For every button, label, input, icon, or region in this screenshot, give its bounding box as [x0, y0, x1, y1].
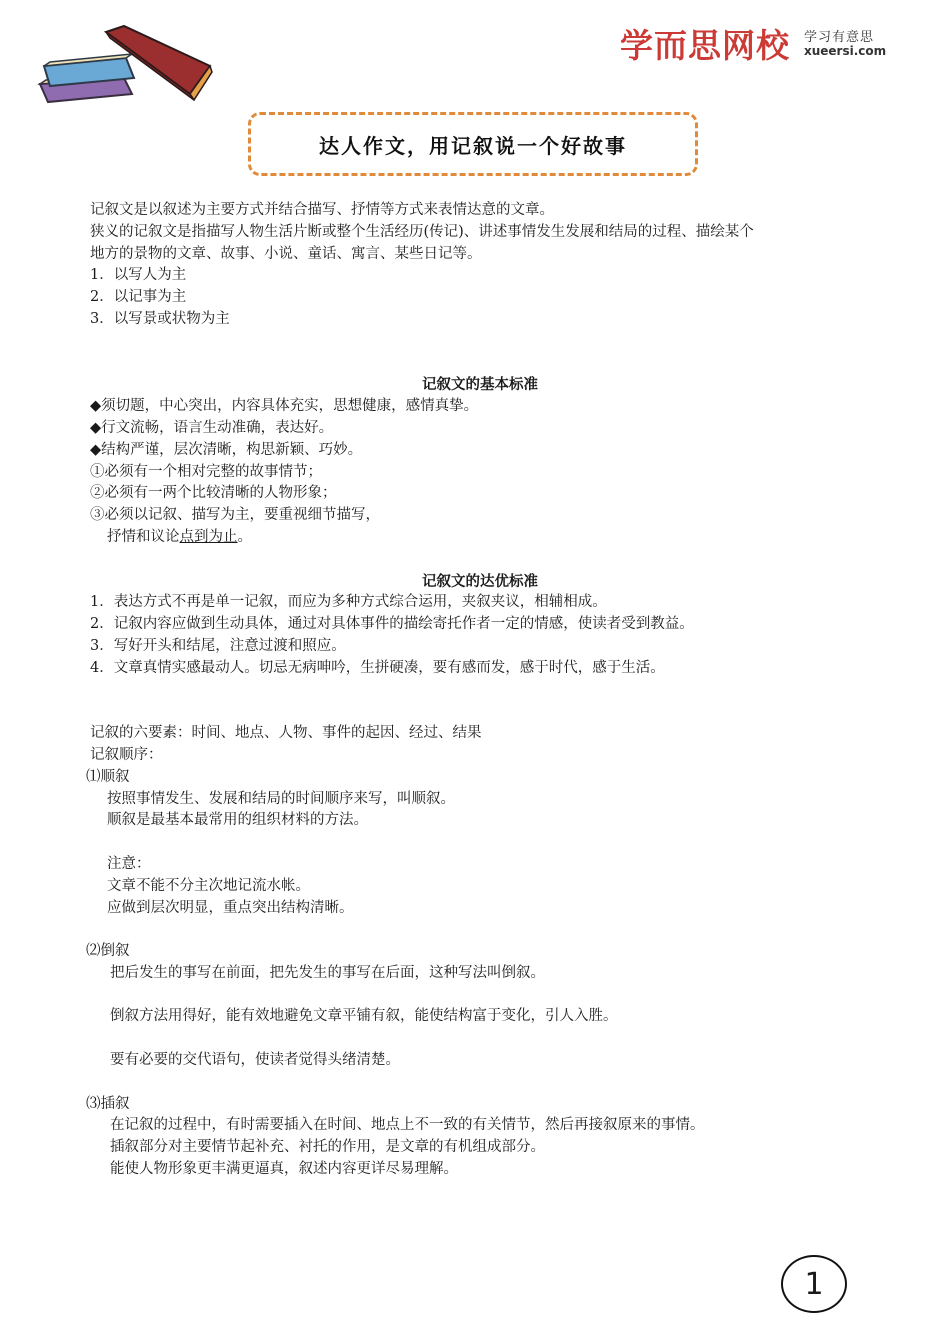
daoxu-line-3: 要有必要的交代语句，使读者觉得头绪清楚。	[110, 1052, 400, 1069]
excellent-item-3: 3．写好开头和结尾，注意过渡和照应。	[90, 637, 346, 654]
daoxu-heading: ⑵倒叙	[86, 943, 130, 960]
chaxu-line-1: 在记叙的过程中，有时需要插入在时间、地点上不一致的有关情节，然后再接叙原来的事情。	[110, 1117, 705, 1134]
basic-line-4: ①必须有一个相对完整的故事情节；	[90, 463, 322, 480]
shunxu-note-label: 注意：	[107, 855, 151, 872]
shunxu-line-1: 按照事情发生、发展和结局的时间顺序来写，叫顺叙。	[107, 790, 455, 807]
intro-item-1: 1．以写人为主	[90, 267, 187, 284]
excellent-heading: 记叙文的达优标准	[422, 572, 538, 590]
shunxu-note-2: 应做到层次明显，重点突出结构清晰。	[107, 899, 354, 916]
basic-line-7	[90, 527, 870, 549]
daoxu-line-2: 倒叙方法用得好，能有效地避免文章平铺有叙，能使结构富于变化，引人入胜。	[110, 1008, 618, 1025]
basic-line-2: ◆行文流畅，语言生动准确，表达好。	[90, 419, 334, 436]
intro-line-1: 记叙文是以叙述为主要方式并结合描写、抒情等方式来表情达意的文章。	[90, 202, 554, 218]
excellent-item-2: 2．记叙内容应做到生动具体，通过对具体事件的描绘寄托作者一定的情感，使读者受到教益。	[90, 616, 694, 633]
basic-line-5: ②必须有一两个比较清晰的人物形象；	[90, 485, 337, 502]
shunxu-line-2: 顺叙是最基本最常用的组织材料的方法。	[107, 812, 368, 829]
intro-line-2: 狭义的记叙文是指描写人物生活片断或整个生活经历(传记)、讲述事情发生发展和结局的过程、描绘某个	[90, 223, 754, 240]
chaxu-line-2: 插叙部分对主要情节起补充、衬托的作用，是文章的有机组成部分。	[110, 1139, 545, 1156]
shunxu-note-1: 文章不能不分主次地记流水帐。	[107, 877, 310, 894]
logo-slogan: 学习有意思	[804, 30, 875, 45]
logo-domain: xueersi.com	[804, 44, 887, 58]
intro-item-3: 3．以写景或状物为主	[90, 310, 230, 327]
shunxu-heading: ⑴顺叙	[86, 768, 130, 785]
xueersi-logo	[620, 20, 900, 64]
basic-last-suffix: 。	[237, 528, 252, 545]
basic-line-6: ③必须以记叙、描写为主，要重视细节描写，	[90, 507, 380, 524]
logo-main-text: 学而思网校	[620, 26, 790, 65]
basic-line-1: ◆须切题，中心突出，内容具体充实，思想健康，感情真挚。	[90, 398, 479, 415]
chaxu-line-3: 能使人物形象更丰满更逼真，叙述内容更详尽易理解。	[110, 1161, 458, 1178]
basic-line-3: ◆结构严谨，层次清晰，构思新颖、巧妙。	[90, 441, 363, 458]
title-frame	[248, 112, 698, 176]
intro-line-3: 地方的景物的文章、故事、小说、童话、寓言、某些日记等。	[90, 245, 482, 262]
six-elements: 记叙的六要素：时间、地点、人物、事件的起因、经过、结果	[90, 725, 482, 742]
excellent-item-4: 4．文章真情实感最动人。切忌无病呻吟，生拼硬凑，要有感而发，感于时代，感于生活。	[90, 659, 665, 676]
narrative-order-label: 记叙顺序：	[90, 746, 163, 763]
excellent-item-1: 1．表达方式不再是单一记叙，而应为多种方式综合运用，夹叙夹议，相辅相成。	[90, 594, 607, 611]
basic-last-prefix: 抒情和议论	[107, 528, 180, 545]
books-illustration	[34, 24, 214, 109]
document-body	[86, 200, 870, 1181]
page-number: 1	[781, 1255, 847, 1313]
page-title: 达人作文，用记叙说一个好故事	[319, 133, 627, 158]
chaxu-heading: ⑶插叙	[86, 1095, 130, 1112]
intro-item-2: 2．以记事为主	[90, 289, 187, 306]
daoxu-line-1: 把后发生的事写在前面，把先发生的事写在后面，这种写法叫倒叙。	[110, 964, 545, 981]
basic-heading: 记叙文的基本标准	[422, 376, 538, 394]
underlined-phrase: 点到为止	[179, 528, 238, 545]
